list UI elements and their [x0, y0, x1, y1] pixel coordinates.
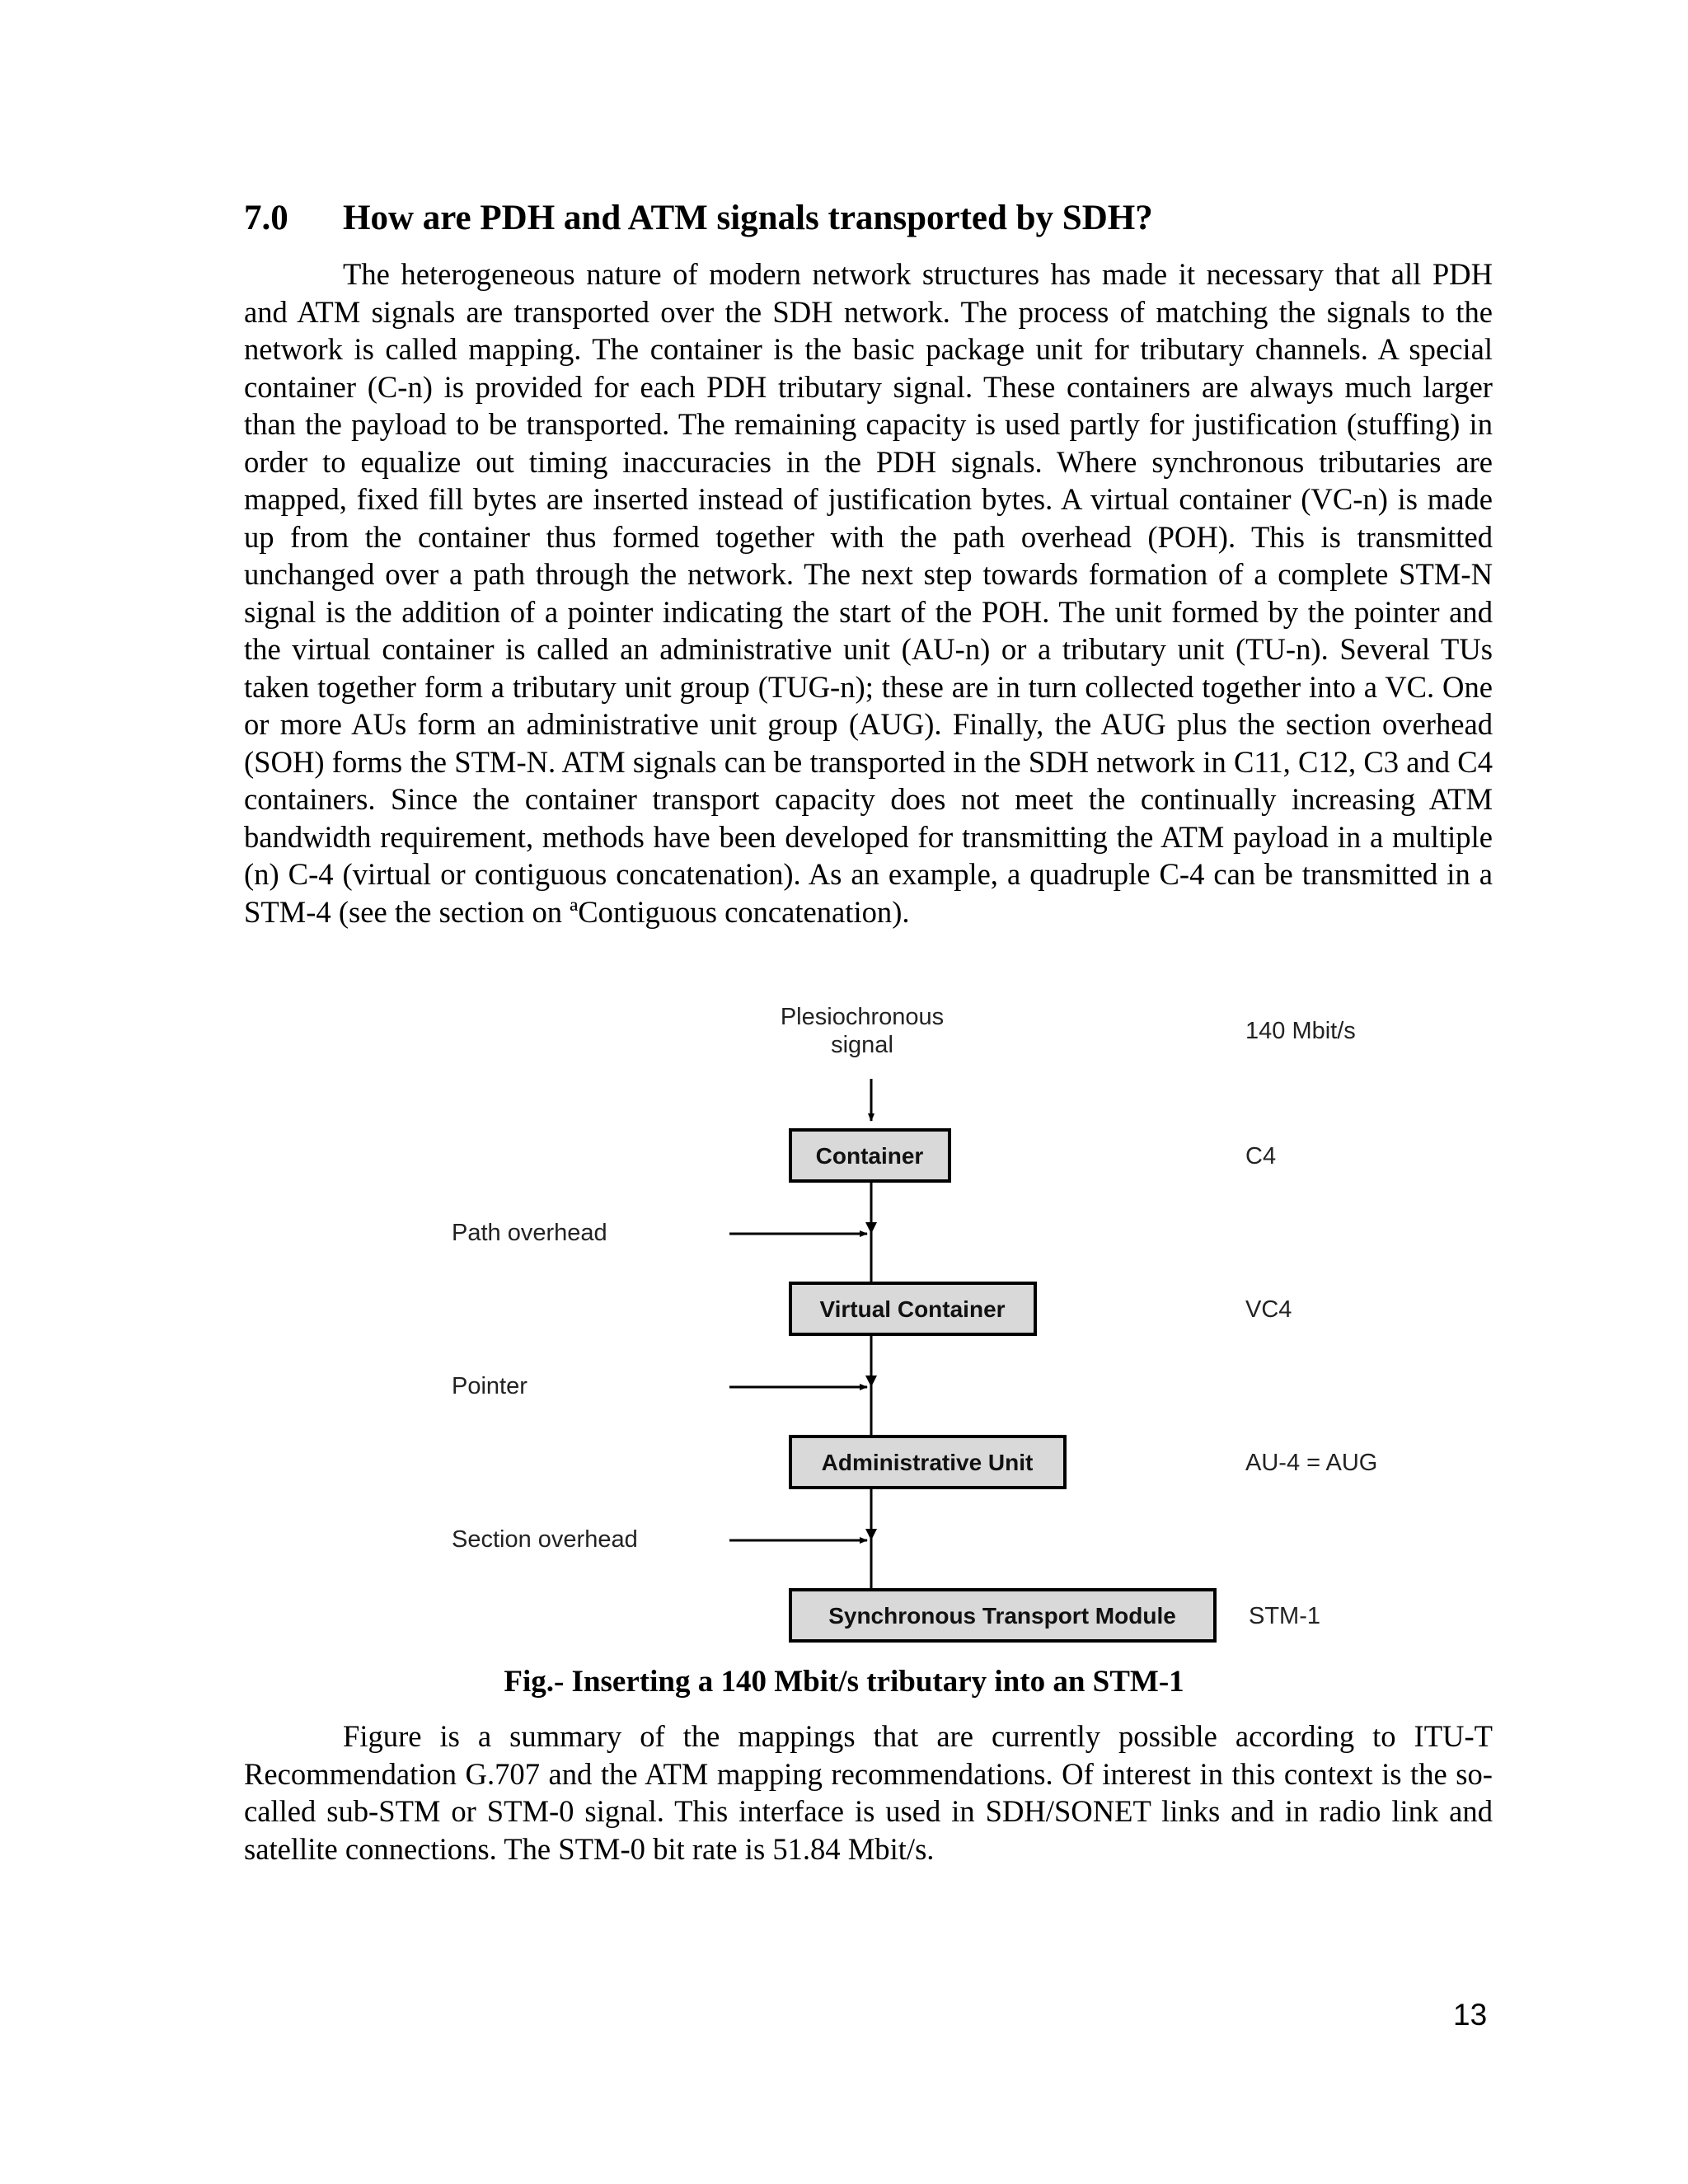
virtual-container-box-label: Virtual Container: [819, 1296, 1006, 1322]
spine-arrow-tip-3: [865, 1529, 877, 1540]
intro-paragraph: The heterogeneous nature of modern network structures has made it necessary that all PDH and ATM signals are transported over the SDH network. The process of matching the signals to the network is called mapping. The container is the basic package unit for tributary channels. A special container (C-n) is provided for each PDH tributary signal. These containers are always much larger than the payload to be transported. The remaining capacity is used partly for justification (stuffing) in order to equalize out timing inaccuracies in the PDH signals. Where synchronous tributaries are mapped, fixed fill bytes are inserted instead of justification bytes. A virtual container (VC-n) is made up from the container thus formed together with the path overhead (POH). This is transmitted unchanged over a path through the network. The next step towards formation of a complete STM-N signal is the addition of a pointer indicating the start of the POH. The unit formed by the pointer and the virtual container is called an administrative unit (AU-n) or a tributary unit (TU-n). Several TUs taken together form a tributary unit group (TUG-n); these are in turn collected together into a VC. One or more AUs form an administrative unit group (AUG). Finally, the AUG plus the section overhead (SOH) forms the STM-N. ATM signals can be transported in the SDH network in C11, C12, C3 and C4 containers. Since the container transport capacity does not meet the continually increasing ATM bandwidth requirement, methods have been developed for transmitting the ATM payload in a multiple (n) C-4 (virtual or contiguous concatenation). As an example, a quadruple C-4 can be transmitted in a STM-4 (see the section on ªContiguous concatenation).: [244, 257, 1493, 929]
rate-virtual-container-label: VC4: [1245, 1296, 1292, 1323]
stm-box-label: Synchronous Transport Module: [828, 1603, 1176, 1629]
figure-caption: Fig.- Inserting a 140 Mbit/s tributary into an STM-1: [504, 1665, 1184, 1699]
rate-administrative-unit-label: AU-4 = AUG: [1245, 1450, 1378, 1476]
summary-paragraph: Figure is a summary of the mappings that are currently possible according to ITU-T Recommendation G.707 and the ATM mapping recommendations. Of interest in this context is the so-called sub-STM or STM-0 signal. This interface is used in SDH/SONET links and in radio link and satellite connections. The STM-0 bit rate is 51.84 Mbit/s.: [244, 1719, 1493, 1866]
rate-container-label: C4: [1245, 1143, 1277, 1169]
spine-arrow-tip-2: [865, 1376, 877, 1387]
container-box-label: Container: [815, 1143, 924, 1169]
pointer-label: Pointer: [452, 1373, 528, 1399]
rate-stm-label: STM-1: [1249, 1603, 1320, 1629]
administrative-unit-box-label: Administrative Unit: [821, 1450, 1034, 1475]
section-title: How are PDH and ATM signals transported by SDH?: [343, 199, 1153, 237]
input-signal-label-line2: signal: [831, 1032, 893, 1058]
input-signal-label-line1: Plesiochronous: [780, 1004, 945, 1030]
path-overhead-label: Path overhead: [452, 1220, 607, 1246]
spine-arrow-tip-1: [865, 1222, 877, 1234]
section-number: 7.0: [244, 199, 288, 237]
page-number: 13: [1453, 1998, 1488, 2032]
rate-input-label: 140 Mbit/s: [1245, 1018, 1356, 1044]
section-overhead-label: Section overhead: [452, 1526, 638, 1553]
